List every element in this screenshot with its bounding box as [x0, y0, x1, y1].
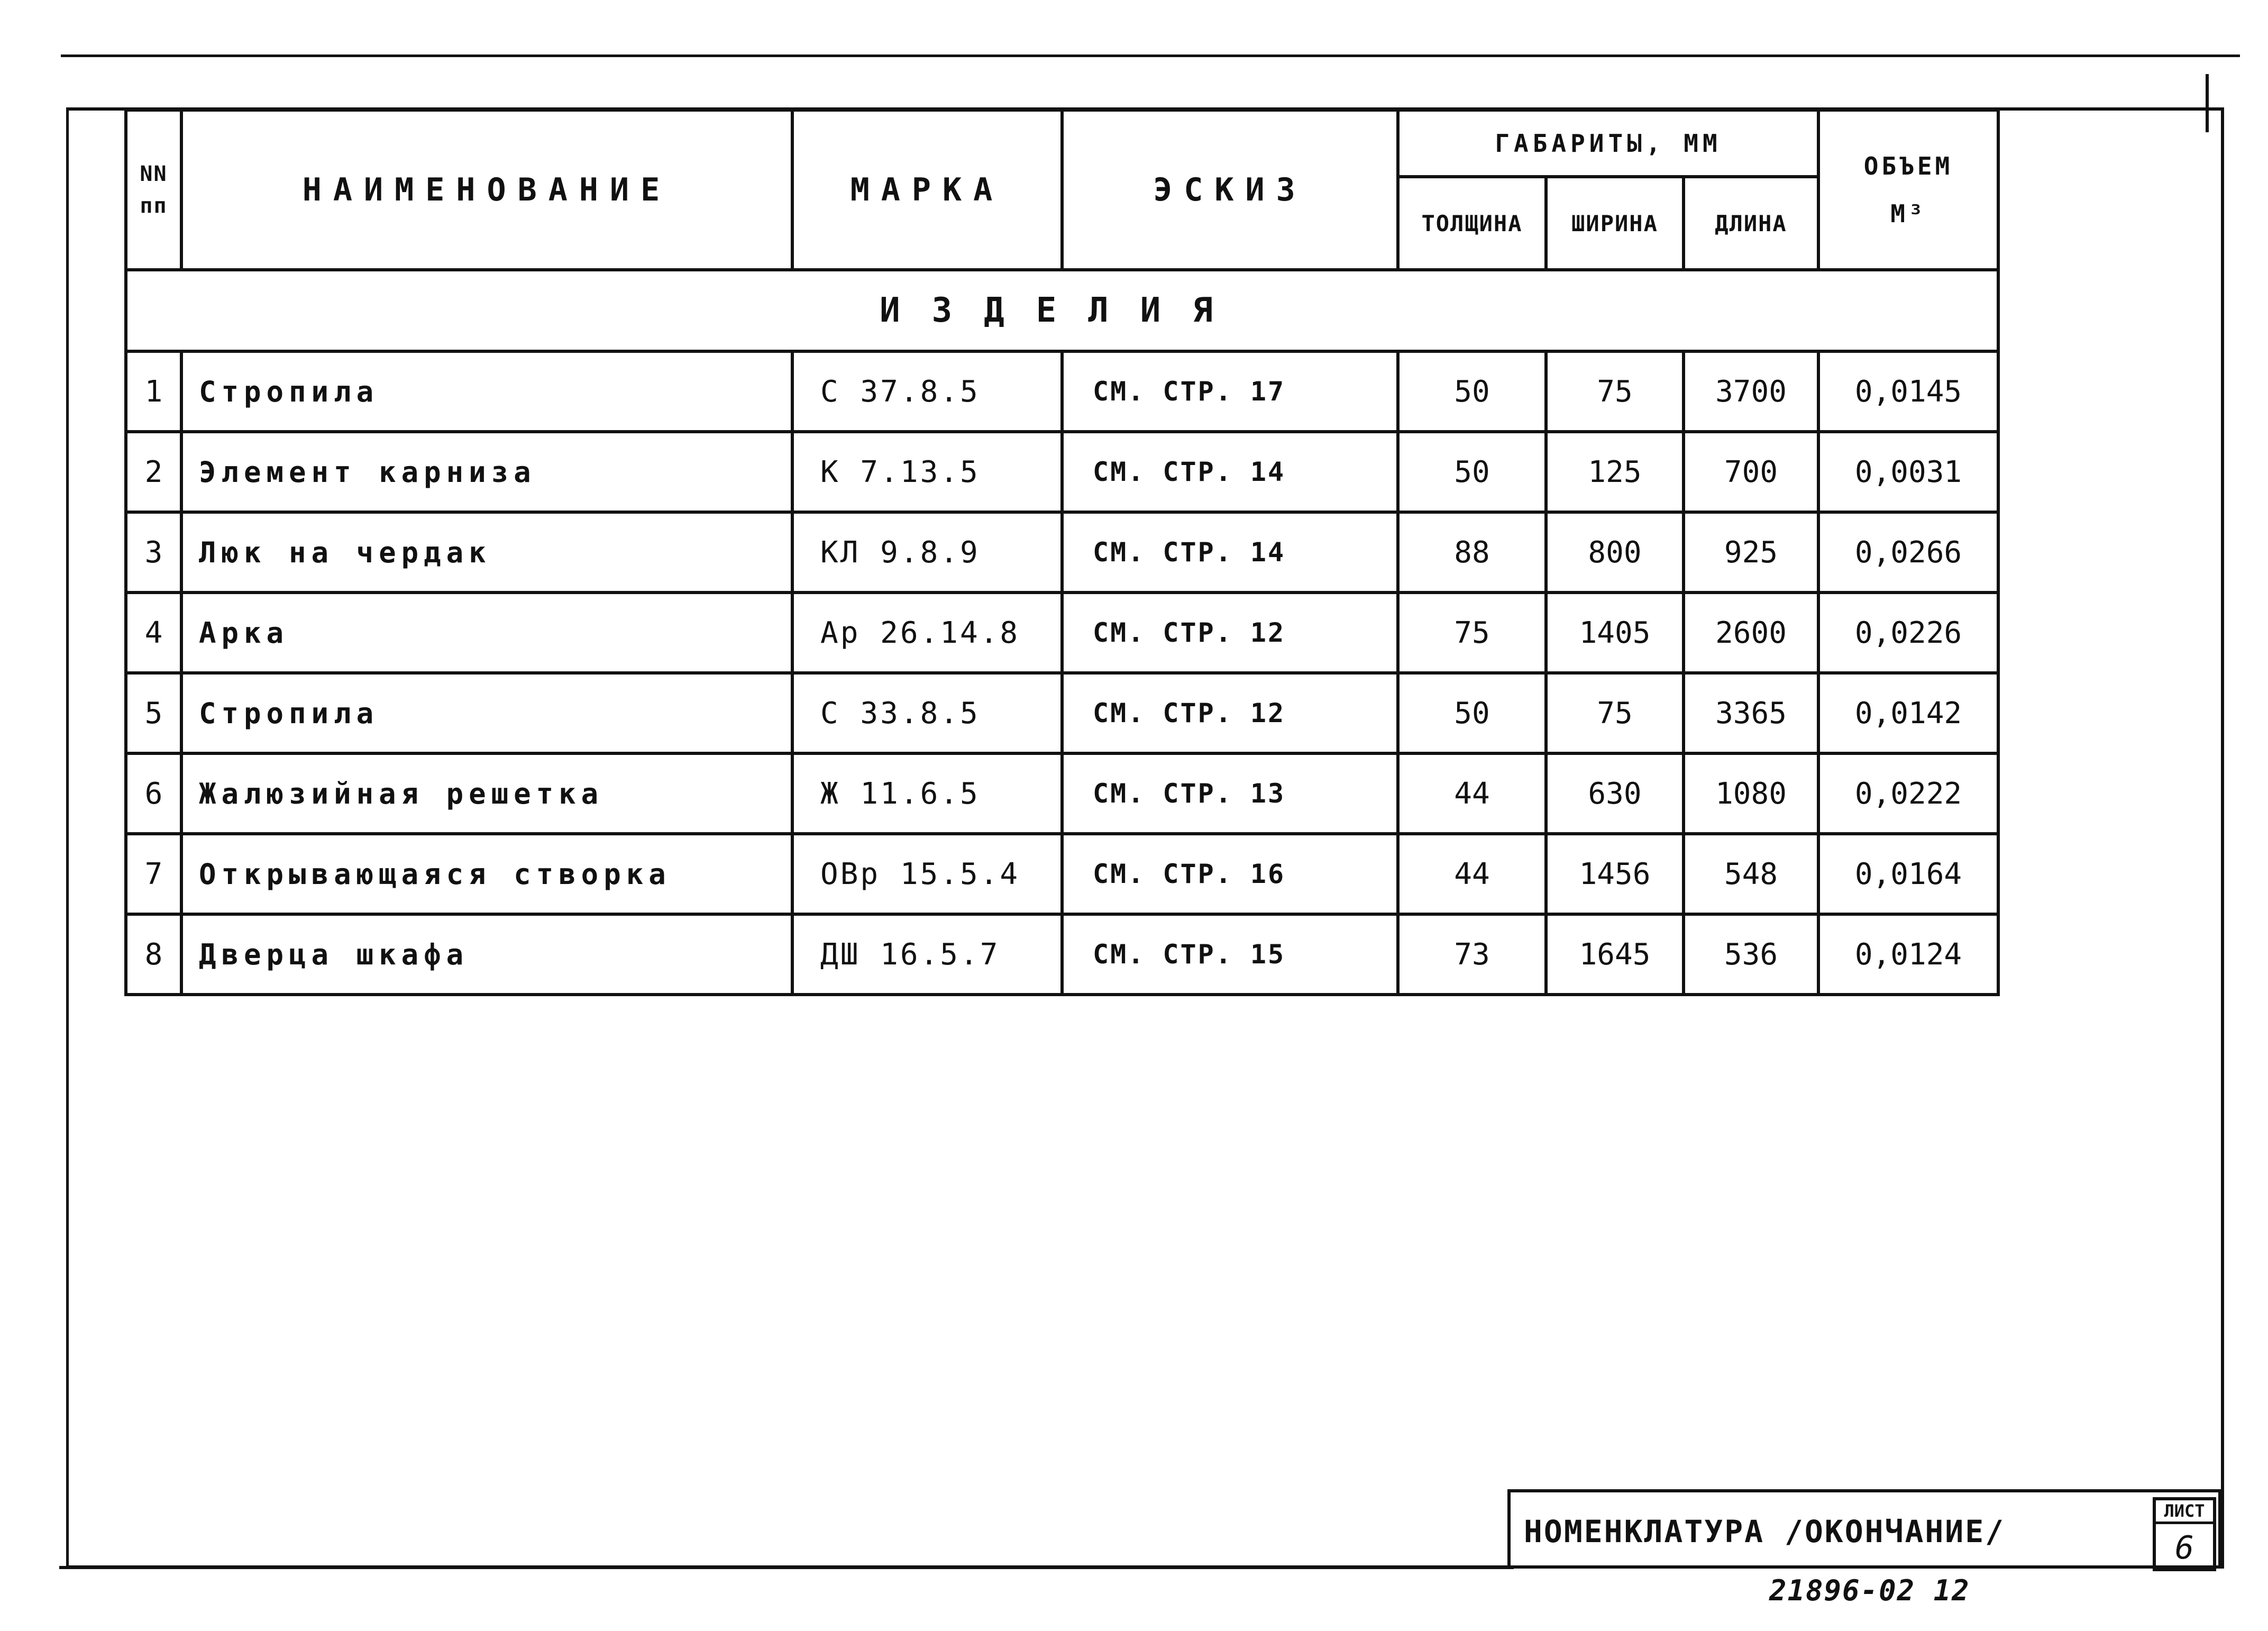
sheet-label: ЛИСТ [2156, 1500, 2213, 1524]
header-volume-label: ОБЪЕМ [1863, 152, 1953, 180]
row-width: 75 [1546, 673, 1684, 753]
header-sketch: ЭСКИЗ [1062, 110, 1398, 270]
row-sketch: СМ. СТР. 14 [1062, 512, 1398, 593]
row-name: Открывающаяся створка [181, 834, 792, 914]
row-thickness: 75 [1398, 593, 1546, 673]
row-number: 1 [126, 351, 181, 432]
row-width: 1456 [1546, 834, 1684, 914]
header-nn-label: NN [140, 162, 168, 186]
row-mark: Ж 11.6.5 [792, 753, 1062, 834]
row-width: 1405 [1546, 593, 1684, 673]
row-volume: 0,0145 [1818, 351, 1998, 432]
row-mark: Ар 26.14.8 [792, 593, 1062, 673]
row-width: 1645 [1546, 914, 1684, 995]
row-volume: 0,0222 [1818, 753, 1998, 834]
row-sketch: СМ. СТР. 13 [1062, 753, 1398, 834]
header-thickness: ТОЛЩИНА [1398, 177, 1546, 270]
row-number: 6 [126, 753, 181, 834]
row-thickness: 88 [1398, 512, 1546, 593]
row-mark: КЛ 9.8.9 [792, 512, 1062, 593]
row-name: Стропила [181, 673, 792, 753]
bottom-rule [59, 1566, 1514, 1569]
row-length: 700 [1684, 432, 1818, 512]
sheet-box [2153, 1497, 2216, 1571]
table-row [126, 351, 1998, 432]
row-name: Дверца шкафа [181, 914, 792, 995]
document-number: 21896-02 12 [1769, 1574, 1970, 1607]
row-volume: 0,0124 [1818, 914, 1998, 995]
table-row [126, 753, 1998, 834]
row-name: Люк на чердак [181, 512, 792, 593]
row-thickness: 50 [1398, 673, 1546, 753]
row-mark: К 7.13.5 [792, 432, 1062, 512]
row-number: 3 [126, 512, 181, 593]
row-volume: 0,0142 [1818, 673, 1998, 753]
table-row [126, 512, 1998, 593]
row-thickness: 73 [1398, 914, 1546, 995]
row-thickness: 50 [1398, 432, 1546, 512]
row-length: 3365 [1684, 673, 1818, 753]
table-row [126, 593, 1998, 673]
row-width: 630 [1546, 753, 1684, 834]
drawing-title: НОМЕНКЛАТУРА /ОКОНЧАНИЕ/ [1524, 1514, 2006, 1550]
row-length: 548 [1684, 834, 1818, 914]
specification-table [124, 108, 2000, 996]
section-title: ИЗДЕЛИЯ [126, 270, 1998, 351]
header-nn [126, 110, 181, 270]
row-width: 800 [1546, 512, 1684, 593]
header-length: ДЛИНА [1684, 177, 1818, 270]
row-volume: 0,0266 [1818, 512, 1998, 593]
row-number: 2 [126, 432, 181, 512]
row-name: Жалюзийная решетка [181, 753, 792, 834]
header-name: НАИМЕНОВАНИЕ [181, 110, 792, 270]
row-length: 3700 [1684, 351, 1818, 432]
row-sketch: СМ. СТР. 15 [1062, 914, 1398, 995]
row-sketch: СМ. СТР. 14 [1062, 432, 1398, 512]
row-sketch: СМ. СТР. 16 [1062, 834, 1398, 914]
row-length: 536 [1684, 914, 1818, 995]
row-number: 4 [126, 593, 181, 673]
row-number: 5 [126, 673, 181, 753]
header-volume [1818, 110, 1998, 270]
row-volume: 0,0226 [1818, 593, 1998, 673]
row-thickness: 44 [1398, 753, 1546, 834]
row-mark: ДШ 16.5.7 [792, 914, 1062, 995]
header-pp-label: пп [140, 194, 168, 218]
table-row [126, 432, 1998, 512]
row-sketch: СМ. СТР. 12 [1062, 673, 1398, 753]
row-name: Арка [181, 593, 792, 673]
row-mark: ОВр 15.5.4 [792, 834, 1062, 914]
row-width: 125 [1546, 432, 1684, 512]
header-volume-unit: М³ [1890, 199, 1926, 228]
row-length: 925 [1684, 512, 1818, 593]
row-volume: 0,0164 [1818, 834, 1998, 914]
table-row [126, 914, 1998, 995]
table-row [126, 834, 1998, 914]
top-rule [61, 54, 2240, 57]
row-number: 7 [126, 834, 181, 914]
row-mark: С 33.8.5 [792, 673, 1062, 753]
table-row [126, 673, 1998, 753]
title-block [1507, 1489, 2221, 1569]
row-sketch: СМ. СТР. 12 [1062, 593, 1398, 673]
row-length: 1080 [1684, 753, 1818, 834]
row-name: Стропила [181, 351, 792, 432]
row-length: 2600 [1684, 593, 1818, 673]
row-thickness: 50 [1398, 351, 1546, 432]
row-number: 8 [126, 914, 181, 995]
sheet-number: 6 [2174, 1529, 2194, 1566]
row-width: 75 [1546, 351, 1684, 432]
row-mark: С 37.8.5 [792, 351, 1062, 432]
row-name: Элемент карниза [181, 432, 792, 512]
header-dimensions: ГАБАРИТЫ, ММ [1398, 110, 1818, 177]
header-mark: МАРКА [792, 110, 1062, 270]
row-sketch: СМ. СТР. 17 [1062, 351, 1398, 432]
header-width: ШИРИНА [1546, 177, 1684, 270]
row-thickness: 44 [1398, 834, 1546, 914]
row-volume: 0,0031 [1818, 432, 1998, 512]
